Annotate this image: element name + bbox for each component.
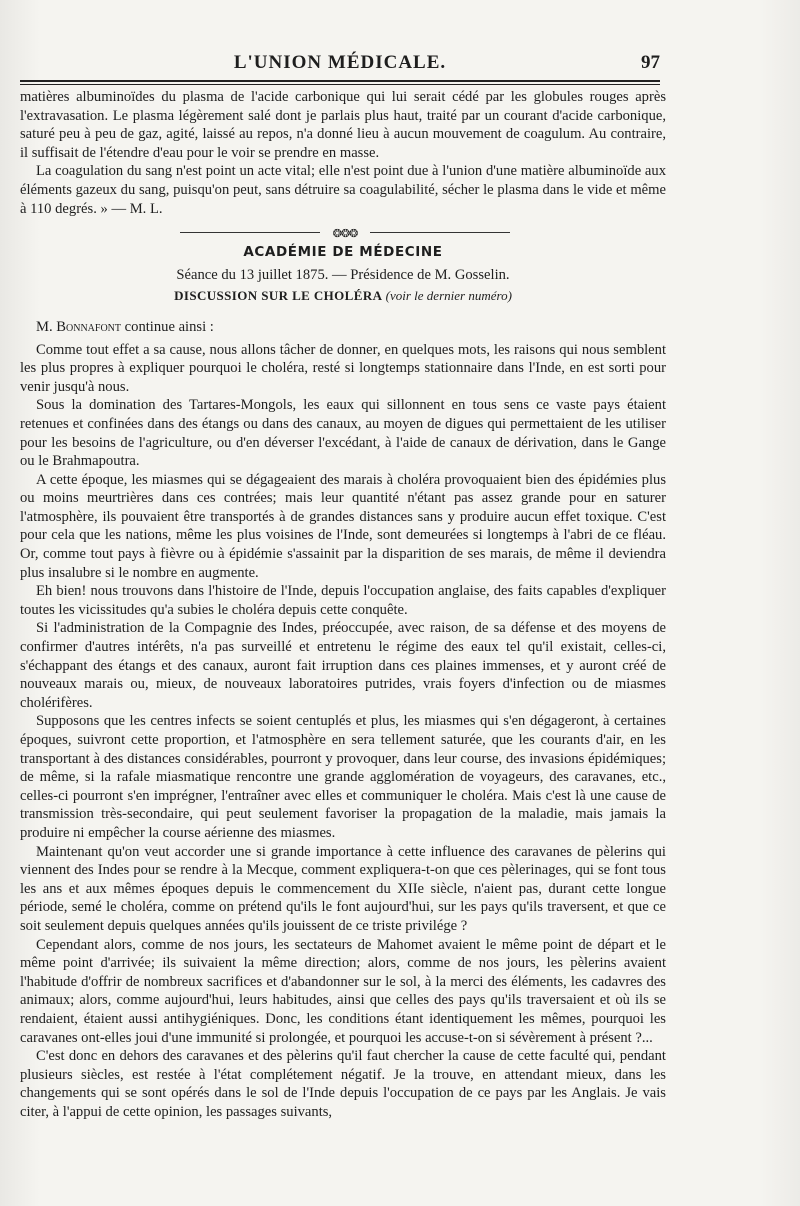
header-rule: [20, 80, 660, 85]
body-paragraph: Si l'administration de la Compagnie des Indes, préoccupée, avec raison, de sa défense et des moyens de confirmer d'autres intérêts, n'a pas surveillé et entretenu le régime des eaux tel qu'il existait, celles-ci, s'échappant des étangs et des canaux, auront fait irruption dans ces plaines immenses, et y auront créé de nouveaux marais ou, mieux, de nouveaux laboratoires putrides, vrais foyers d'infection ou de miasmes cholérifères.: [20, 620, 666, 711]
discussion-note: (voir le dernier numéro): [385, 288, 512, 304]
section-divider: [20, 227, 666, 241]
speaker-line: [20, 318, 666, 337]
body-paragraph: Sous la domination des Tartares-Mongols, les eaux qui sillonnent en tous sens ce vaste pays étaient retenues et confinées dans des étangs ou dans des canaux, au moyen de digues qui permettaient de les utiliser pour les besoins de l'agriculture, ou d'en déverser l'excédant, à l'aide de canaux de dérivation, dans le Gange ou le Brahmapoutra.: [20, 397, 666, 470]
discussion-label: DISCUSSION SUR LE CHOLÉRA: [174, 288, 383, 304]
speaker-intro: continue ainsi :: [124, 318, 214, 335]
body-paragraph: Supposons que les centres infects se soient centuplés et plus, les miasmes qui s'en dégageront, à certaines époques, suivront cette proportion, et l'atmosphère en sera tellement saturée, que les courants d'air, en les transportant à des distances considérables, pourront y provoquer, dans leur course, des invasions épidémiques; de même, si la rafale miasmatique rencontre une grande agglomération de voyageurs, des caravanes, etc., celles-ci pourront s'en imprégner, l'entraîner avec elles et communiquer le choléra. Mais c'est là une cause de transmission très-secondaire, qui peut seulement favoriser la propagation de la maladie, mais jamais la produire ni empêcher la course aérienne des miasmes.: [20, 713, 666, 841]
page-number: 97: [641, 52, 660, 73]
intro-paragraph-2: La coagulation du sang n'est point un acte vital; elle n'est point due à l'union d'une matière albuminoïde aux éléments gazeux du sang, puisqu'on peut, sans détruire sa coagulabilité, sécher le plasma dans le vide et même à 110 degrés. » — M. L.: [20, 163, 666, 217]
article-body: [20, 88, 666, 1121]
body-paragraph: Eh bien! nous trouvons dans l'histoire de l'Inde, depuis l'occupation anglaise, des faits capables d'expliquer toutes les vicissitudes qu'a subies le choléra depuis cette conquête.: [20, 583, 666, 618]
divider-line-left: [180, 232, 320, 233]
speaker-name: M. Bonnafont: [36, 318, 122, 335]
journal-title: L'UNION MÉDICALE.: [233, 52, 447, 73]
intro-paragraph-1: matières albuminoïdes du plasma de l'acide carbonique qui lui serait cédé par les globules rouges après l'extravasation. Le plasma légèrement salé dont je parlais plus haut, traité par un courant d'acide carbonique, saturé peu à peu de gaz, agité, laissé au repos, n'a donné lieu à aucun mouvement de coagulum. Au contraire, il suffisait de l'étendre d'eau pour le voir se prendre en masse.: [20, 89, 666, 161]
body-paragraph: Comme tout effet a sa cause, nous allons tâcher de donner, en quelques mots, les raisons qui nous semblent les plus propres à expliquer pourquoi le choléra, resté si longtemps stationnaire dans l'Inde, en est sorti pour venir jusqu'à nous.: [20, 341, 666, 395]
body-paragraph: C'est donc en dehors des caravanes et des pèlerins qu'il faut chercher la cause de cette faculté qui, pendant plusieurs siècles, est restée à l'état complétement négatif. Je la trouve, en attendant mieux, dans les changements qui se sont opérés dans le sol de l'Inde depuis l'occupation de ce pays par les Anglais. Je vais citer, à l'appui de cette opinion, les passages suivants,: [20, 1048, 666, 1120]
divider-line-right: [370, 232, 510, 233]
body-paragraph: Maintenant qu'on veut accorder une si grande importance à cette influence des caravanes de pèlerins qui viennent des Indes pour se rendre à la Mecque, comment expliquera-t-on que ces pèlerinages, qui se font tous les ans et aux mêmes époques depuis le commencement du XIIe siècle, n'aient pas, durant cette longue période, semé le choléra, comme on prétend qu'ils le font aujourd'hui, sur les pays qu'ils traversent, et que ce soit seulement depuis quelques années qu'ils jouissent de ce triste privilége ?: [20, 843, 666, 934]
section-title: ACADÉMIE DE MÉDECINE: [243, 244, 443, 261]
running-header: [20, 52, 660, 78]
divider-ornament: ❂❂❂: [332, 228, 358, 241]
discussion-heading: [20, 287, 666, 306]
body-paragraph: Cependant alors, comme de nos jours, les sectateurs de Mahomet avaient le même point de départ et le même point d'arrivée; ils suivaient la même direction; alors, comme de nos jours, les pèlerins avaient l'habitude d'offrir de nombreux sacrifices et d'abandonner sur le sol, à la merci des éléments, les cadavres des animaux; alors, comme aujourd'hui, leurs habitudes, ainsi que celles des pays qu'ils traversaient et où ils se rendaient, étaient aussi antihygiéniques. Donc, les conditions étant identiquement les mêmes, pourquoi les caravanes ont-elles joui d'une immunité si prolongée, et pourquoi les accuse-t-on si sévèrement à présent ?...: [20, 936, 666, 1046]
session-line: Séance du 13 juillet 1875. — Présidence de M. Gosselin.: [176, 266, 510, 283]
body-paragraph: A cette époque, les miasmes qui se dégageaient des marais à choléra provoquaient bien des épidémies plus ou moins meurtrières dans ces contrées; mais leur quantité n'étant pas assez grande pour en saturer l'atmosphère, ils pouvaient être transportés à de grandes distances sans y produire aucun effet toxique. C'est pour cela que les nations, même les plus voisines de l'Inde, sont demeurées si longtemps à l'abri de ce fléau. Or, comme tout pays à fièvre ou à épidémie s'assainit par la disparition de ses marais, de même il deviendra plus insalubre si le nombre en augmente.: [20, 471, 666, 581]
